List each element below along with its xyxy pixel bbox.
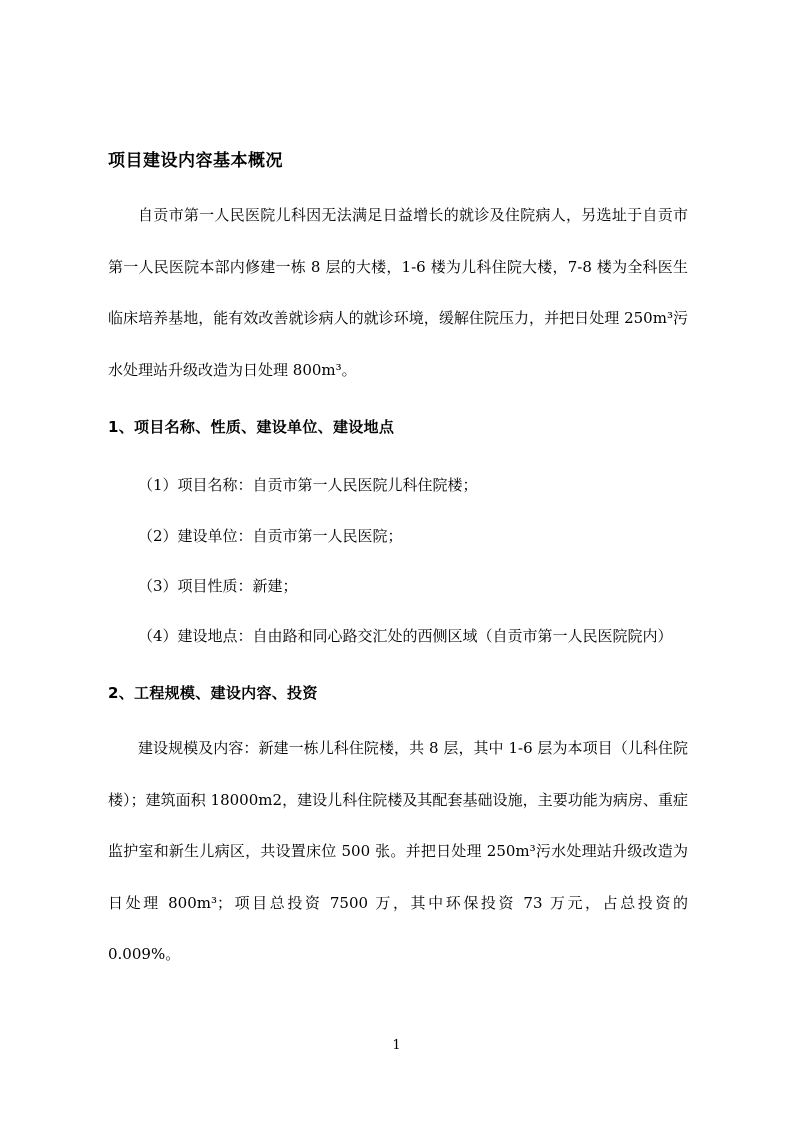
section1-heading: 1、项目名称、性质、建设单位、建设地点 [108, 418, 395, 436]
intro-paragraph: 自贡市第一人民医院儿科因无法满足日益增长的就诊及住院病人，另选址于自贡市第一人民医院本部内修建一栋 8 层的大楼，1-6 楼为儿科住院大楼，7-8 楼为全科医生临床培养基地，能有效改善就诊病人的就诊环境，缓解住院压力，并把日处理 250m³污水处理站升级改造为日处理 800m³。 [108, 206, 688, 379]
section1-item-nature: （3）项目性质：新建； [138, 577, 298, 595]
page-number: 1 [392, 1038, 401, 1053]
section2-heading: 2、工程规模、建设内容、投资 [108, 684, 318, 702]
section1-item-location: （4）建设地点：自由路和同心路交汇处的西侧区域（自贡市第一人民医院院内） [138, 627, 673, 645]
document-title: 项目建设内容基本概况 [108, 151, 283, 171]
section2-paragraph: 建设规模及内容：新建一栋儿科住院楼，共 8 层，其中 1-6 层为本项目（儿科住院楼）；建筑面积 18000m2，建设儿科住院楼及其配套基础设施，主要功能为病房、重症监护室和新生儿病区，共设置床位 500 张。并把日处理 250m³污水处理站升级改造为日处理 800m³；项目总投资 7500 万，其中环保投资 73 万元，占总投资的 0.009%。 [108, 739, 688, 963]
section1-item-name: （1）项目名称：自贡市第一人民医院儿科住院楼； [138, 476, 478, 494]
section1-item-unit: （2）建设单位：自贡市第一人民医院； [138, 527, 403, 545]
